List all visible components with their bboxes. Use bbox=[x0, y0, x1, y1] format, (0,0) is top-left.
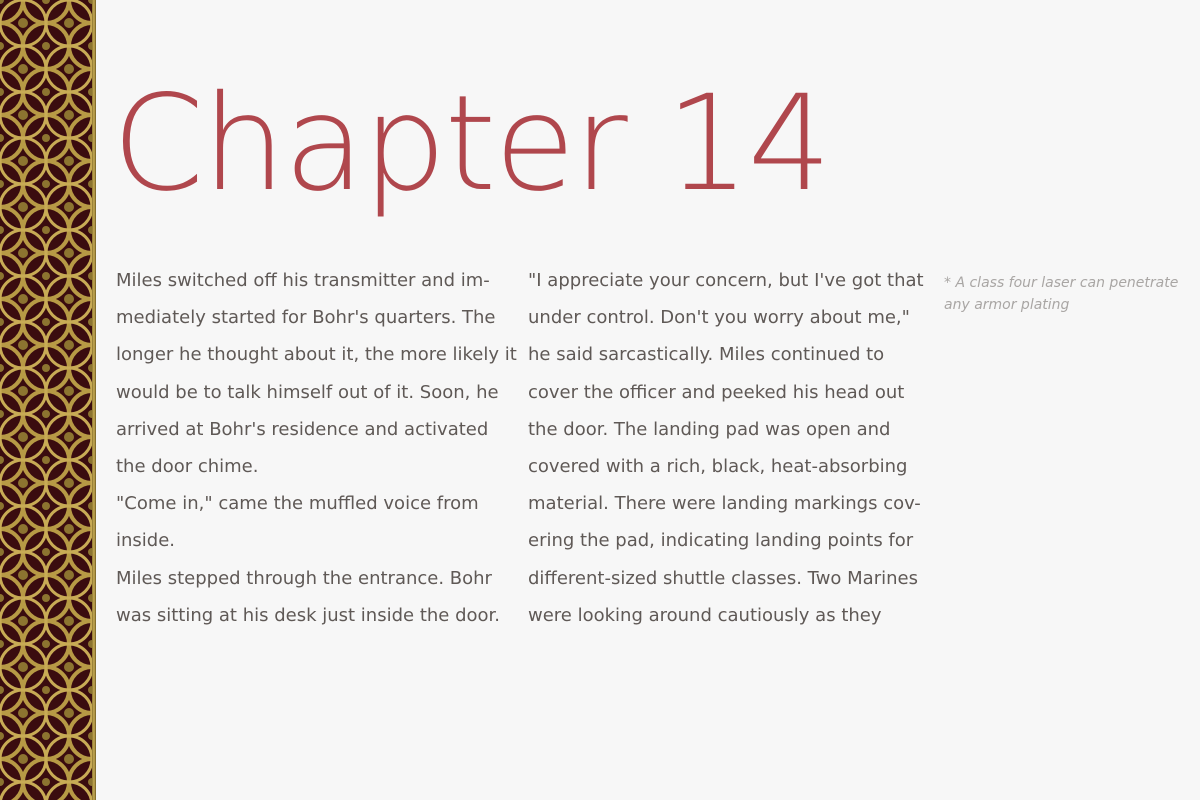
body-line: "Come in," came the muffled voice from bbox=[116, 493, 479, 515]
body-line: ering the pad, indicating landing points for bbox=[528, 530, 914, 552]
body-line: under control. Don't you worry about me," bbox=[528, 307, 910, 329]
body-line: was sitting at his desk just inside the door. bbox=[116, 604, 501, 626]
body-column-right bbox=[528, 262, 928, 634]
body-line: he said sarcastically. Miles continued to bbox=[528, 344, 885, 366]
body-line: the door. The landing pad was open and bbox=[528, 418, 891, 440]
ornament-edge-strip bbox=[92, 0, 96, 800]
body-line: the door chime. bbox=[116, 455, 259, 477]
body-line: would be to talk himself out of it. Soon, he bbox=[116, 381, 499, 403]
sidenote-line: * A class four laser can penetrate bbox=[944, 275, 1179, 291]
body-line: arrived at Bohr's residence and activated bbox=[116, 418, 489, 440]
body-line: different-sized shuttle classes. Two Marines bbox=[528, 567, 918, 589]
body-line: Miles switched off his transmitter and im- bbox=[116, 270, 490, 291]
body-line: mediately started for Bohr's quarters. The bbox=[116, 307, 496, 329]
body-line: were looking around cautiously as they bbox=[528, 604, 882, 626]
gold-lattice-pattern-icon bbox=[0, 0, 92, 800]
body-line: "I appreciate your concern, but I've got that bbox=[528, 270, 924, 291]
body-line: material. There were landing markings cov- bbox=[528, 493, 921, 515]
body-line: cover the officer and peeked his head out bbox=[528, 381, 905, 403]
body-line: inside. bbox=[116, 530, 176, 552]
sidenote-line: any armor plating bbox=[944, 297, 1070, 313]
body-line: longer he thought about it, the more likely it bbox=[116, 344, 517, 366]
body-line: covered with a rich, black, heat-absorbing bbox=[528, 455, 908, 477]
body-column-left bbox=[116, 262, 516, 634]
body-line: Miles stepped through the entrance. Bohr bbox=[116, 567, 492, 589]
chapter-title: Chapter 14 bbox=[112, 67, 830, 221]
sidenote bbox=[944, 272, 1178, 316]
ornamental-border bbox=[0, 0, 92, 800]
